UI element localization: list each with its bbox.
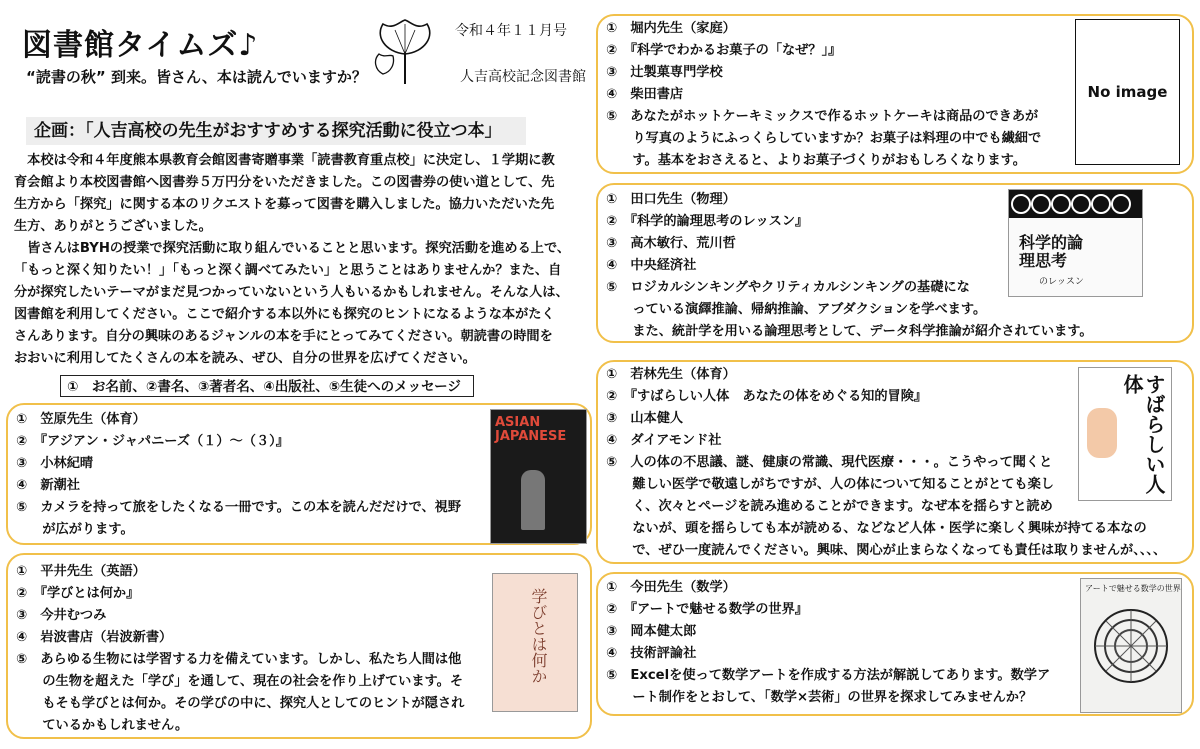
intro-line: 育会館より本校図書館へ図書券５万円分をいただきました。この図書券の使い道として、先 (14, 175, 555, 190)
book-author: ③ 辻製菓専門学校 (606, 65, 723, 80)
book-message: ⑤ カメラを持って旅をしたくなる一冊です。この本を読んだだけで、視野 (16, 500, 462, 515)
book-publisher: ④ 中央経済社 (606, 258, 697, 273)
intro-line: 本校は令和４年度熊本県教育会館図書寄贈事業「読書教育重点校」に決定し、１学期に教 (14, 153, 555, 168)
book-message: り写真のようにふっくらしていますか？お菓子は料理の中でも繊細で (606, 131, 1042, 146)
book-message: もそも学びとは何か。その学びの中に、探究人としてのヒントが隠され (16, 696, 465, 711)
intro-line: 生方から「探究」に関する本のリクエストを募って図書を購入しました。協力いただいた先 (14, 197, 555, 212)
book-message: ⑤ ロジカルシンキングやクリティカルシンキングの基礎にな (606, 280, 970, 295)
teacher-name: ① 堀内先生（家庭） (606, 21, 736, 36)
book-author: ③ 小林紀晴 (16, 456, 94, 471)
book-title: ② 『科学的論理思考のレッスン』 (606, 214, 809, 229)
book-author: ③ 今井むつみ (16, 608, 107, 623)
book-publisher: ④ 岩波書店（岩波新書） (16, 630, 173, 645)
cover-title: 科学的論理思考 (1019, 233, 1084, 270)
book-title: ② 『すばらしい人体 あなたの体をめぐる知的冒険』 (606, 389, 928, 404)
teacher-name: ① 今田先生（数学） (606, 580, 736, 595)
no-image-placeholder: No image (1075, 19, 1180, 165)
intro-line: 図書館を利用してください。ここで紹介する本以外にも探究のヒントになるような本がたく (14, 307, 555, 322)
cover-title: 学びとは何か (529, 588, 548, 684)
book-message: また、統計学を用いる論理思考として、データ科学推論が紹介されています。 (606, 324, 1093, 339)
teacher-name: ① 若林先生（体育） (606, 367, 736, 382)
book-cover-image (492, 573, 578, 712)
ginkgo-leaf-icon (365, 14, 445, 94)
plan-heading: 企画：「人吉高校の先生がおすすめする探究活動に役立つ本」 (26, 117, 526, 145)
book-message: で、ぜひ一度読んでください。興味、関心が止まらなくなっても責任は取りませんが、、、、 (606, 543, 1167, 558)
book-message: ているかもしれません。 (16, 718, 189, 733)
book-message: 難しい医学で敬遠しがちですが、人の体について知ることがとても楽し (606, 477, 1054, 492)
book-publisher: ④ 技術評論社 (606, 646, 697, 661)
cover-art-pattern (1081, 601, 1181, 701)
book-message: の生物を超えた「学び」を通して、現在の社会を作り上げています。そ (16, 674, 464, 689)
newsletter-subtitle: “読書の秋” 到来。皆さん、本は読んでいますか？ (26, 68, 367, 86)
book-message: ⑤ あらゆる生物には学習する力を備えています。しかし、私たち人間は他 (16, 652, 462, 667)
book-message: ⑤ あなたがホットケーキミックスで作るホットケーキは商品のできあが (606, 109, 1039, 124)
teacher-name: ① 平井先生（英語） (16, 564, 146, 579)
book-message: が広がります。 (16, 522, 134, 537)
book-message: ⑤ 人の体の不思議、謎、健康の常識、現代医療・・・。こうやって聞くと (606, 455, 1053, 470)
teacher-name: ① 笠原先生（体育） (16, 412, 146, 427)
cover-subtitle: のレッスン (1039, 277, 1084, 287)
intro-line: 生方、ありがとうございました。 (14, 219, 212, 234)
book-message: っている演繹推論、帰納推論、アブダクションを学べます。 (606, 302, 987, 317)
book-title: ② 『科学でわかるお菓子の「なぜ？」』 (606, 43, 842, 58)
book-message: す。基本をおさえると、よりお菓子づくりがおもしろくなります。 (606, 153, 1026, 168)
book-author: ③ 山本健人 (606, 411, 684, 426)
intro-line: さんあります。自分の興味のあるジャンルの本を手にとってみてください。朝読書の時間を (14, 329, 553, 344)
book-title: ② 『アートで魅せる数学の世界』 (606, 602, 808, 617)
issue-date: 令和４年１１月号 (455, 23, 567, 39)
newsletter-title: 図書館タイムズ♪ (22, 28, 259, 63)
book-message: ⑤ Excelを使って数学アートを作成する方法が解説してあります。数学ア (606, 668, 1051, 683)
library-name: 人吉高校記念図書館 (460, 69, 586, 85)
teacher-name: ① 田口先生（物理） (606, 192, 736, 207)
book-cover-image (490, 409, 587, 544)
book-cover-image (1078, 367, 1172, 501)
book-cover-image (1080, 578, 1182, 713)
book-message: く、次々とページを読み進めることができます。なぜ本を揺らすと読め (606, 499, 1053, 514)
book-message: ないが、頭を揺らしても本が読める、などなど人体・医学に楽しく興味が持てる本なの (606, 521, 1147, 536)
book-message: ート制作をとおして、「数学×芸術」の世界を探求してみませんか？ (606, 690, 1033, 705)
book-title: ② 『アジアン・ジャパニーズ（１）～（３）』 (16, 434, 289, 449)
book-author: ③ 岡本健太郎 (606, 624, 697, 639)
intro-line: おおいに利用してたくさんの本を読み、ぜひ、自分の世界を広げてください。 (14, 351, 476, 366)
cover-title: すばらしい人体 (1120, 374, 1166, 494)
book-title: ② 『学びとは何か』 (16, 586, 140, 601)
book-author: ③ 高木敏行、荒川哲 (606, 236, 736, 251)
book-publisher: ④ 新潮社 (16, 478, 80, 493)
cover-title: アートで魅せる数学の世界 (1085, 584, 1181, 593)
cover-title: ASIAN JAPANESE (495, 415, 567, 444)
intro-line: 「もっと深く知りたい！」「もっと深く調べてみたい」と思うことはありませんか？また、自 (14, 263, 562, 278)
cover-pattern (1009, 190, 1142, 218)
book-cover-image (1008, 189, 1143, 297)
book-publisher: ④ ダイアモンド社 (606, 433, 722, 448)
book-publisher: ④ 柴田書店 (606, 87, 684, 102)
intro-line: 分が探究したいテーマがまだ見つかっていないという人もいるかもしれません。そんな人は、 (14, 285, 569, 300)
legend-box: ① お名前、②書名、③著者名、④出版社、⑤生徒へのメッセージ (60, 375, 474, 397)
intro-line: 皆さんはBYHの授業で探究活動に取り組んでいることと思います。探究活動を進める上で、 (14, 241, 571, 256)
